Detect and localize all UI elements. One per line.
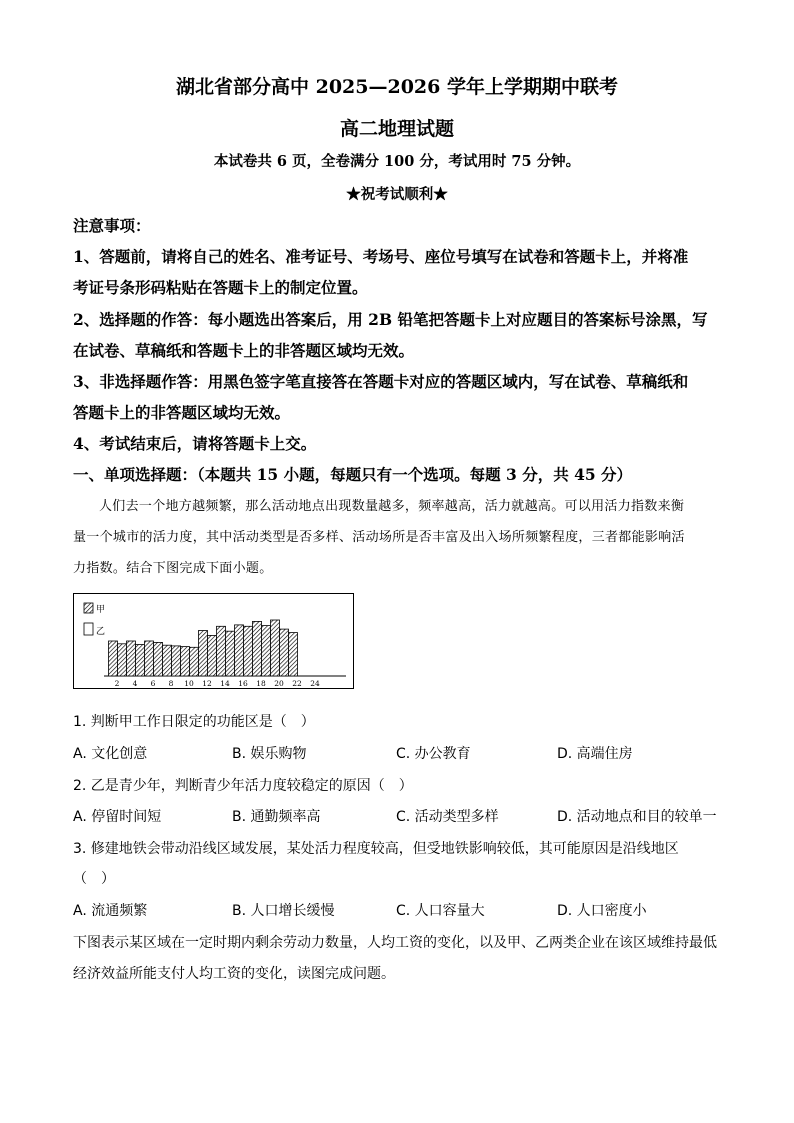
exam-title: 湖北省部分高中 2025—2026 学年上学期期中联考 (176, 76, 618, 98)
q2-option-b[interactable]: B. 通勤频率高 (232, 809, 321, 825)
passage-line: 力指数。结合下图完成下面小题。 (73, 561, 273, 576)
x-tick-label: 6 (150, 679, 156, 688)
legend-label-jia: 甲 (96, 605, 106, 615)
q1-option-c[interactable]: C. 办公教育 (396, 746, 471, 762)
bar-yi (190, 647, 199, 676)
q1-option-b[interactable]: B. 娱乐购物 (232, 746, 307, 762)
bar-yi (280, 629, 289, 676)
bar-jia (289, 633, 298, 676)
exam-wish: ★祝考试顺利★ (346, 186, 448, 203)
x-tick-label: 10 (184, 679, 194, 688)
bar-yi (154, 642, 163, 676)
legend-label-yi: 乙 (96, 627, 106, 637)
q3-option-b[interactable]: B. 人口增长缓慢 (232, 903, 335, 919)
q2-option-c[interactable]: C. 活动类型多样 (396, 809, 499, 825)
bar-yi (244, 626, 253, 676)
x-tick-label: 2 (114, 679, 120, 688)
bar-jia (145, 641, 154, 676)
bar-jia (217, 626, 226, 676)
q3-option-d[interactable]: D. 人口密度小 (557, 903, 647, 919)
bar-jia (271, 620, 280, 676)
notice-line: 4、考试结束后，请将答题卡上交。 (73, 434, 317, 453)
notice-line: 答题卡上的非答题区域均无效。 (73, 403, 291, 422)
q2-option-a[interactable]: A. 停留时间短 (73, 809, 162, 825)
activity-bar-chart (73, 593, 354, 689)
notice-line: 3、非选择题作答：用黑色签字笔直接答在答题卡对应的答题区域内，写在试卷、草稿纸和 (73, 372, 689, 391)
bar-yi (262, 626, 271, 676)
passage-line: 人们去一个地方越频繁，那么活动地点出现数量越多，频率越高，活力就越高。可以用活力指数来衡 (99, 499, 685, 514)
passage-line: 量一个城市的活力度，其中活动类型是否多样、活动场所是否丰富及出入场所频繁程度，三者都能影响活 (73, 530, 685, 545)
question-2-stem: 2. 乙是青少年，判断青少年活力度较稳定的原因（ ） (73, 778, 413, 794)
q1-option-a[interactable]: A. 文化创意 (73, 746, 148, 762)
notice-line: 2、选择题的作答：每小题选出答案后，用 2B 铅笔把答题卡上对应题目的答案标号涂黑，写 (73, 310, 708, 329)
x-tick-label: 4 (132, 679, 138, 688)
notice-line: 在试卷、草稿纸和答题卡上的非答题区域均无效。 (73, 341, 415, 360)
passage2-line: 下图表示某区域在一定时期内剩余劳动力数量，人均工资的变化，以及甲、乙两类企业在该区域维持最低 (73, 935, 717, 951)
notice-heading: 注意事项： (73, 216, 151, 235)
exam-subject: 高二地理试题 (339, 118, 454, 140)
x-tick-label: 12 (202, 679, 212, 688)
section-heading: 一、单项选择题：（本题共 15 小题，每题只有一个选项。每题 3 分，共 45 分） (73, 465, 633, 484)
notice-line: 1、答题前，请将自己的姓名、准考证号、考场号、座位号填写在试卷和答题卡上，并将准 (73, 247, 689, 266)
bar-jia (163, 645, 172, 676)
q1-option-d[interactable]: D. 高端住房 (557, 746, 633, 762)
notice-line: 考证号条形码粘贴在答题卡上的制定位置。 (73, 278, 368, 297)
question-3-stem-cont: （ ） (73, 871, 115, 887)
x-tick-label: 14 (220, 679, 230, 688)
x-tick-label: 22 (292, 679, 302, 688)
question-1-stem: 1. 判断甲工作日限定的功能区是（ ） (73, 714, 315, 730)
bar-yi (172, 646, 181, 676)
q3-option-c[interactable]: C. 人口容量大 (396, 903, 485, 919)
q2-option-d[interactable]: D. 活动地点和目的较单一 (557, 809, 717, 825)
legend-swatch-yi (84, 623, 93, 635)
bar-yi (226, 631, 235, 676)
x-tick-label: 20 (274, 679, 284, 688)
bar-jia (181, 647, 190, 676)
exam-info: 本试卷共 6 页，全卷满分 100 分，考试用时 75 分钟。 (213, 153, 581, 170)
legend-swatch-jia (84, 603, 93, 613)
bar-jia (109, 641, 118, 676)
bar-yi (118, 644, 127, 676)
bar-yi (136, 645, 145, 677)
bar-yi (208, 635, 217, 676)
x-tick-label: 18 (256, 679, 266, 688)
x-tick-label: 24 (310, 679, 320, 688)
bar-jia (127, 641, 136, 676)
q3-option-a[interactable]: A. 流通频繁 (73, 903, 148, 919)
bar-jia (253, 621, 262, 676)
passage2-line: 经济效益所能支付人均工资的变化，读图完成问题。 (73, 966, 395, 982)
bar-jia (235, 625, 244, 676)
chart-svg (74, 594, 353, 688)
bar-jia (199, 631, 208, 677)
question-3-stem: 3. 修建地铁会带动沿线区域发展，某处活力程度较高，但受地铁影响较低，其可能原因是沿线地区 (73, 841, 679, 857)
x-tick-label: 8 (168, 679, 174, 688)
x-tick-label: 16 (238, 679, 248, 688)
